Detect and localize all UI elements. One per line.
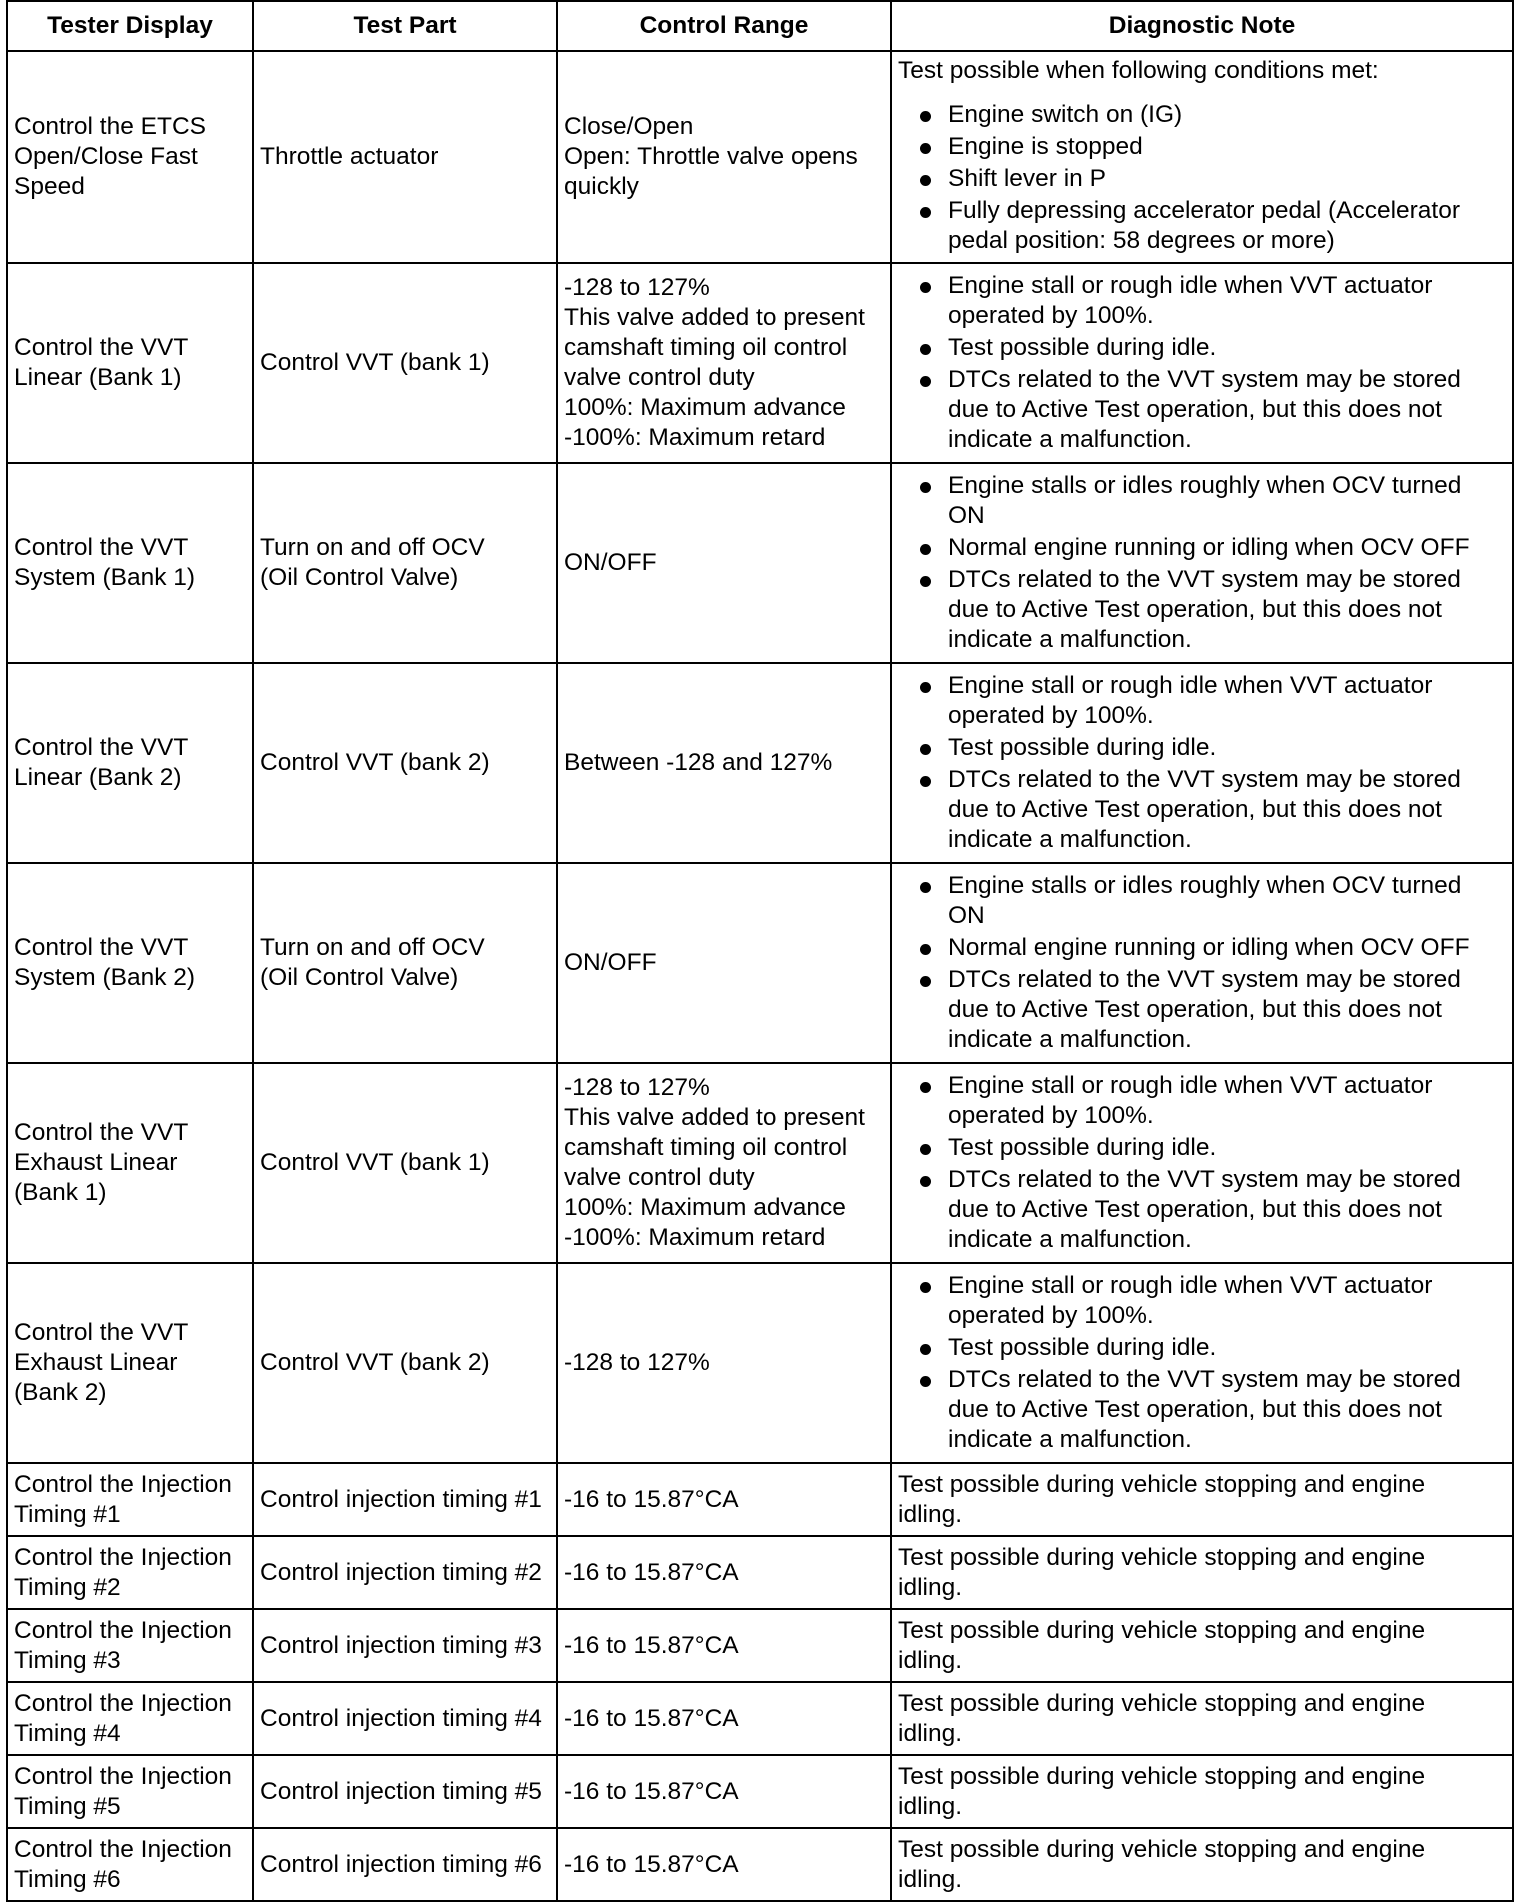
test-part-cell — [253, 463, 557, 663]
diagnostic-note-line: indicate a malfunction. — [948, 1426, 1192, 1453]
table-header-row — [7, 1, 1513, 51]
tester-display-line: Control the VVT — [14, 1119, 189, 1146]
tester-display-cell — [7, 663, 253, 863]
diagnostic-note-line: Engine stall or rough idle when VVT actuator — [948, 272, 1433, 299]
tester-display-line: Timing #4 — [14, 1719, 121, 1747]
diagnostic-note-bullet — [898, 1071, 1506, 1131]
control-range-cell — [557, 1063, 891, 1263]
diagnostic-note-line: DTCs related to the VVT system may be stored — [948, 1366, 1461, 1393]
diagnostic-note-line: pedal position: 58 degrees or more) — [948, 227, 1335, 254]
diagnostic-note-line: Test possible during idle. — [948, 334, 1217, 361]
control-range-cell — [557, 51, 891, 263]
diagnostic-note-list — [898, 1271, 1506, 1455]
control-range-cell — [557, 1263, 891, 1463]
tester-display-line: Exhaust Linear — [14, 1349, 178, 1376]
diagnostic-note-line: Test possible during vehicle stopping and engine — [898, 1470, 1426, 1498]
control-range-cell: -16 to 15.87°CA — [557, 1755, 891, 1828]
diagnostic-note-intro: Test possible when following conditions met: — [898, 57, 1379, 84]
diagnostic-note-cell — [891, 663, 1513, 863]
table-row — [7, 1263, 1513, 1463]
table-row — [7, 1609, 1513, 1682]
table-row — [7, 263, 1513, 463]
diagnostic-note-line: Test possible during vehicle stopping and engine — [898, 1835, 1426, 1863]
diagnostic-note-line: Test possible during idle. — [948, 1334, 1217, 1361]
table-body — [7, 51, 1513, 1901]
diagnostic-note-line: Engine stall or rough idle when VVT actuator — [948, 1072, 1433, 1099]
diagnostic-note-line: Test possible during vehicle stopping and engine — [898, 1543, 1426, 1571]
control-range-line: valve control duty — [564, 364, 755, 391]
tester-display-line: System (Bank 1) — [14, 564, 196, 591]
diagnostic-note-line: due to Active Test operation, but this does not — [948, 1396, 1442, 1423]
tester-display-line: Timing #5 — [14, 1792, 121, 1820]
control-range-line: This valve added to present — [564, 1104, 865, 1131]
diagnostic-note-bullet — [898, 965, 1506, 1055]
tester-display-line: Control the Injection — [14, 1689, 232, 1717]
diagnostic-note-line: indicate a malfunction. — [948, 1026, 1192, 1053]
tester-display-cell — [7, 1536, 253, 1609]
tester-display-line: Timing #3 — [14, 1646, 121, 1674]
test-part-cell: Control injection timing #3 — [253, 1609, 557, 1682]
diagnostic-note-bullet — [898, 733, 1506, 763]
diagnostic-note-bullet — [898, 365, 1506, 455]
tester-display-line: Control the Injection — [14, 1470, 232, 1498]
control-range-cell: -16 to 15.87°CA — [557, 1536, 891, 1609]
table-row — [7, 463, 1513, 663]
diagnostic-note-bullet — [898, 1133, 1506, 1163]
diagnostic-note-line: DTCs related to the VVT system may be stored — [948, 966, 1461, 993]
diagnostic-note-bullet — [898, 1165, 1506, 1255]
diagnostic-note-line: idling. — [898, 1792, 963, 1820]
tester-display-line: Timing #1 — [14, 1500, 121, 1528]
diagnostic-note-bullet — [898, 1333, 1506, 1363]
active-test-table-container — [6, 0, 1512, 1902]
diagnostic-note-line: Engine stall or rough idle when VVT actuator — [948, 672, 1433, 699]
test-part-cell — [253, 1063, 557, 1263]
control-range-cell — [557, 863, 891, 1063]
diagnostic-note-line: indicate a malfunction. — [948, 626, 1192, 653]
control-range-cell — [557, 663, 891, 863]
table-row — [7, 1463, 1513, 1536]
diagnostic-note-bullet — [898, 671, 1506, 731]
diagnostic-note-line: due to Active Test operation, but this does not — [948, 996, 1442, 1023]
diagnostic-note-line: indicate a malfunction. — [948, 826, 1192, 853]
diagnostic-note-line: Engine stall or rough idle when VVT actuator — [948, 1272, 1433, 1299]
diagnostic-note-line: indicate a malfunction. — [948, 1226, 1192, 1253]
control-range-line: Open: Throttle valve opens — [564, 143, 858, 170]
test-part-line: Control VVT (bank 1) — [260, 349, 490, 376]
control-range-cell: -16 to 15.87°CA — [557, 1463, 891, 1536]
table-row — [7, 863, 1513, 1063]
diagnostic-note-cell — [891, 1263, 1513, 1463]
control-range-line: camshaft timing oil control — [564, 334, 848, 361]
header-diagnostic-note: Diagnostic Note — [891, 1, 1513, 51]
control-range-line: Between -128 and 127% — [564, 749, 833, 776]
control-range-cell — [557, 263, 891, 463]
diagnostic-note-list — [898, 271, 1506, 455]
test-part-cell: Control injection timing #1 — [253, 1463, 557, 1536]
diagnostic-note-line: Test possible during vehicle stopping and engine — [898, 1616, 1426, 1644]
header-control-range: Control Range — [557, 1, 891, 51]
test-part-line: Control VVT (bank 2) — [260, 749, 490, 776]
test-part-line: (Oil Control Valve) — [260, 964, 459, 991]
tester-display-cell — [7, 1609, 253, 1682]
diagnostic-note-cell — [891, 1609, 1513, 1682]
tester-display-line: Control the VVT — [14, 1319, 189, 1346]
control-range-line: valve control duty — [564, 1164, 755, 1191]
test-part-cell — [253, 863, 557, 1063]
tester-display-cell — [7, 1463, 253, 1536]
test-part-line: Throttle actuator — [260, 143, 439, 170]
header-test-part: Test Part — [253, 1, 557, 51]
diagnostic-note-line: Test possible during vehicle stopping and engine — [898, 1689, 1426, 1717]
test-part-line: Control VVT (bank 2) — [260, 1349, 490, 1376]
control-range-line: ON/OFF — [564, 549, 657, 576]
diagnostic-note-bullet — [898, 271, 1506, 331]
table-row — [7, 1755, 1513, 1828]
table-row — [7, 51, 1513, 263]
control-range-cell: -16 to 15.87°CA — [557, 1609, 891, 1682]
diagnostic-note-list — [898, 100, 1506, 256]
diagnostic-note-line: operated by 100%. — [948, 1302, 1154, 1329]
tester-display-line: Linear (Bank 2) — [14, 764, 182, 791]
tester-display-line: Linear (Bank 1) — [14, 364, 182, 391]
diagnostic-note-bullet — [898, 132, 1506, 162]
diagnostic-note-line: DTCs related to the VVT system may be stored — [948, 1166, 1461, 1193]
test-part-cell — [253, 51, 557, 263]
diagnostic-note-line: due to Active Test operation, but this does not — [948, 796, 1442, 823]
table-row — [7, 1682, 1513, 1755]
diagnostic-note-line: DTCs related to the VVT system may be stored — [948, 366, 1461, 393]
diagnostic-note-line: DTCs related to the VVT system may be stored — [948, 766, 1461, 793]
tester-display-cell — [7, 863, 253, 1063]
tester-display-cell — [7, 1828, 253, 1901]
diagnostic-note-line: DTCs related to the VVT system may be stored — [948, 566, 1461, 593]
diagnostic-note-bullet — [898, 765, 1506, 855]
header-tester-display: Tester Display — [7, 1, 253, 51]
tester-display-cell — [7, 1755, 253, 1828]
test-part-line: Turn on and off OCV — [260, 934, 485, 961]
control-range-line: -100%: Maximum retard — [564, 1224, 826, 1251]
diagnostic-note-bullet — [898, 871, 1506, 931]
diagnostic-note-list — [898, 671, 1506, 855]
test-part-cell — [253, 663, 557, 863]
tester-display-cell — [7, 463, 253, 663]
control-range-line: -100%: Maximum retard — [564, 424, 826, 451]
diagnostic-note-line: Fully depressing accelerator pedal (Accelerator — [948, 197, 1461, 224]
diagnostic-note-list — [898, 871, 1506, 1055]
diagnostic-note-cell — [891, 1536, 1513, 1609]
tester-display-line: Control the VVT — [14, 534, 189, 561]
diagnostic-note-list — [898, 471, 1506, 655]
tester-display-line: Timing #6 — [14, 1865, 121, 1893]
diagnostic-note-bullet — [898, 164, 1506, 194]
table-row — [7, 1828, 1513, 1901]
control-range-line: ON/OFF — [564, 949, 657, 976]
diagnostic-note-line: due to Active Test operation, but this does not — [948, 596, 1442, 623]
test-part-cell — [253, 1263, 557, 1463]
diagnostic-note-cell — [891, 263, 1513, 463]
diagnostic-note-line: indicate a malfunction. — [948, 426, 1192, 453]
diagnostic-note-cell — [891, 1682, 1513, 1755]
tester-display-line: Open/Close Fast — [14, 143, 198, 170]
diagnostic-note-line: ON — [948, 502, 985, 529]
tester-display-line: Control the Injection — [14, 1543, 232, 1571]
tester-display-line: (Bank 1) — [14, 1179, 107, 1206]
diagnostic-note-cell — [891, 1063, 1513, 1263]
table-row — [7, 663, 1513, 863]
tester-display-line: Control the VVT — [14, 934, 189, 961]
tester-display-line: Speed — [14, 173, 85, 200]
control-range-line: This valve added to present — [564, 304, 865, 331]
diagnostic-note-cell — [891, 1828, 1513, 1901]
control-range-line: -128 to 127% — [564, 1074, 710, 1101]
diagnostic-note-line: Engine stalls or idles roughly when OCV turned — [948, 872, 1462, 899]
diagnostic-note-line: Test possible during idle. — [948, 1134, 1217, 1161]
active-test-table — [6, 0, 1514, 1902]
diagnostic-note-cell — [891, 463, 1513, 663]
diagnostic-note-cell — [891, 1755, 1513, 1828]
control-range-line: quickly — [564, 173, 639, 200]
diagnostic-note-cell — [891, 51, 1513, 263]
diagnostic-note-bullet — [898, 471, 1506, 531]
diagnostic-note-bullet — [898, 196, 1506, 256]
control-range-cell — [557, 463, 891, 663]
diagnostic-note-bullet — [898, 100, 1506, 130]
tester-display-cell — [7, 1682, 253, 1755]
tester-display-line: Control the ETCS — [14, 113, 206, 140]
control-range-line: Close/Open — [564, 113, 694, 140]
diagnostic-note-line: idling. — [898, 1865, 963, 1893]
tester-display-line: Exhaust Linear — [14, 1149, 178, 1176]
diagnostic-note-line: operated by 100%. — [948, 702, 1154, 729]
test-part-cell — [253, 263, 557, 463]
diagnostic-note-line: due to Active Test operation, but this does not — [948, 396, 1442, 423]
tester-display-line: Control the Injection — [14, 1835, 232, 1863]
diagnostic-note-bullet — [898, 1365, 1506, 1455]
diagnostic-note-cell — [891, 1463, 1513, 1536]
diagnostic-note-line: Normal engine running or idling when OCV OFF — [948, 934, 1470, 961]
test-part-line: (Oil Control Valve) — [260, 564, 459, 591]
test-part-line: Control VVT (bank 1) — [260, 1149, 490, 1176]
diagnostic-note-line: Normal engine running or idling when OCV OFF — [948, 534, 1470, 561]
table-row — [7, 1063, 1513, 1263]
diagnostic-note-line: Engine stalls or idles roughly when OCV turned — [948, 472, 1462, 499]
tester-display-line: Timing #2 — [14, 1573, 121, 1601]
test-part-cell: Control injection timing #6 — [253, 1828, 557, 1901]
diagnostic-note-line: idling. — [898, 1646, 963, 1674]
diagnostic-note-bullet — [898, 1271, 1506, 1331]
diagnostic-note-line: operated by 100%. — [948, 1102, 1154, 1129]
tester-display-line: Control the VVT — [14, 334, 189, 361]
control-range-line: camshaft timing oil control — [564, 1134, 848, 1161]
diagnostic-note-line: Shift lever in P — [948, 165, 1106, 192]
diagnostic-note-line: due to Active Test operation, but this does not — [948, 1196, 1442, 1223]
control-range-line: -128 to 127% — [564, 1349, 710, 1376]
diagnostic-note-bullet — [898, 533, 1506, 563]
tester-display-line: Control the VVT — [14, 734, 189, 761]
control-range-cell: -16 to 15.87°CA — [557, 1828, 891, 1901]
test-part-line: Turn on and off OCV — [260, 534, 485, 561]
diagnostic-note-bullet — [898, 333, 1506, 363]
table-row — [7, 1536, 1513, 1609]
diagnostic-note-line: idling. — [898, 1573, 963, 1601]
control-range-cell: -16 to 15.87°CA — [557, 1682, 891, 1755]
test-part-cell: Control injection timing #5 — [253, 1755, 557, 1828]
diagnostic-note-line: Engine is stopped — [948, 133, 1143, 160]
diagnostic-note-line: Test possible during vehicle stopping and engine — [898, 1762, 1426, 1790]
control-range-line: 100%: Maximum advance — [564, 1194, 846, 1221]
test-part-cell: Control injection timing #4 — [253, 1682, 557, 1755]
control-range-line: -128 to 127% — [564, 274, 710, 301]
diagnostic-note-bullet — [898, 933, 1506, 963]
diagnostic-note-bullet — [898, 565, 1506, 655]
diagnostic-note-line: Test possible during idle. — [948, 734, 1217, 761]
diagnostic-note-line: idling. — [898, 1719, 963, 1747]
diagnostic-note-cell — [891, 863, 1513, 1063]
tester-display-line: System (Bank 2) — [14, 964, 196, 991]
tester-display-cell — [7, 263, 253, 463]
diagnostic-note-line: idling. — [898, 1500, 963, 1528]
diagnostic-note-line: operated by 100%. — [948, 302, 1154, 329]
tester-display-cell — [7, 1263, 253, 1463]
control-range-line: 100%: Maximum advance — [564, 394, 846, 421]
test-part-cell: Control injection timing #2 — [253, 1536, 557, 1609]
tester-display-line: (Bank 2) — [14, 1379, 107, 1406]
tester-display-cell — [7, 51, 253, 263]
diagnostic-note-list — [898, 1071, 1506, 1255]
diagnostic-note-line: ON — [948, 902, 985, 929]
tester-display-line: Control the Injection — [14, 1616, 232, 1644]
diagnostic-note-line: Engine switch on (IG) — [948, 101, 1183, 128]
tester-display-cell — [7, 1063, 253, 1263]
tester-display-line: Control the Injection — [14, 1762, 232, 1790]
